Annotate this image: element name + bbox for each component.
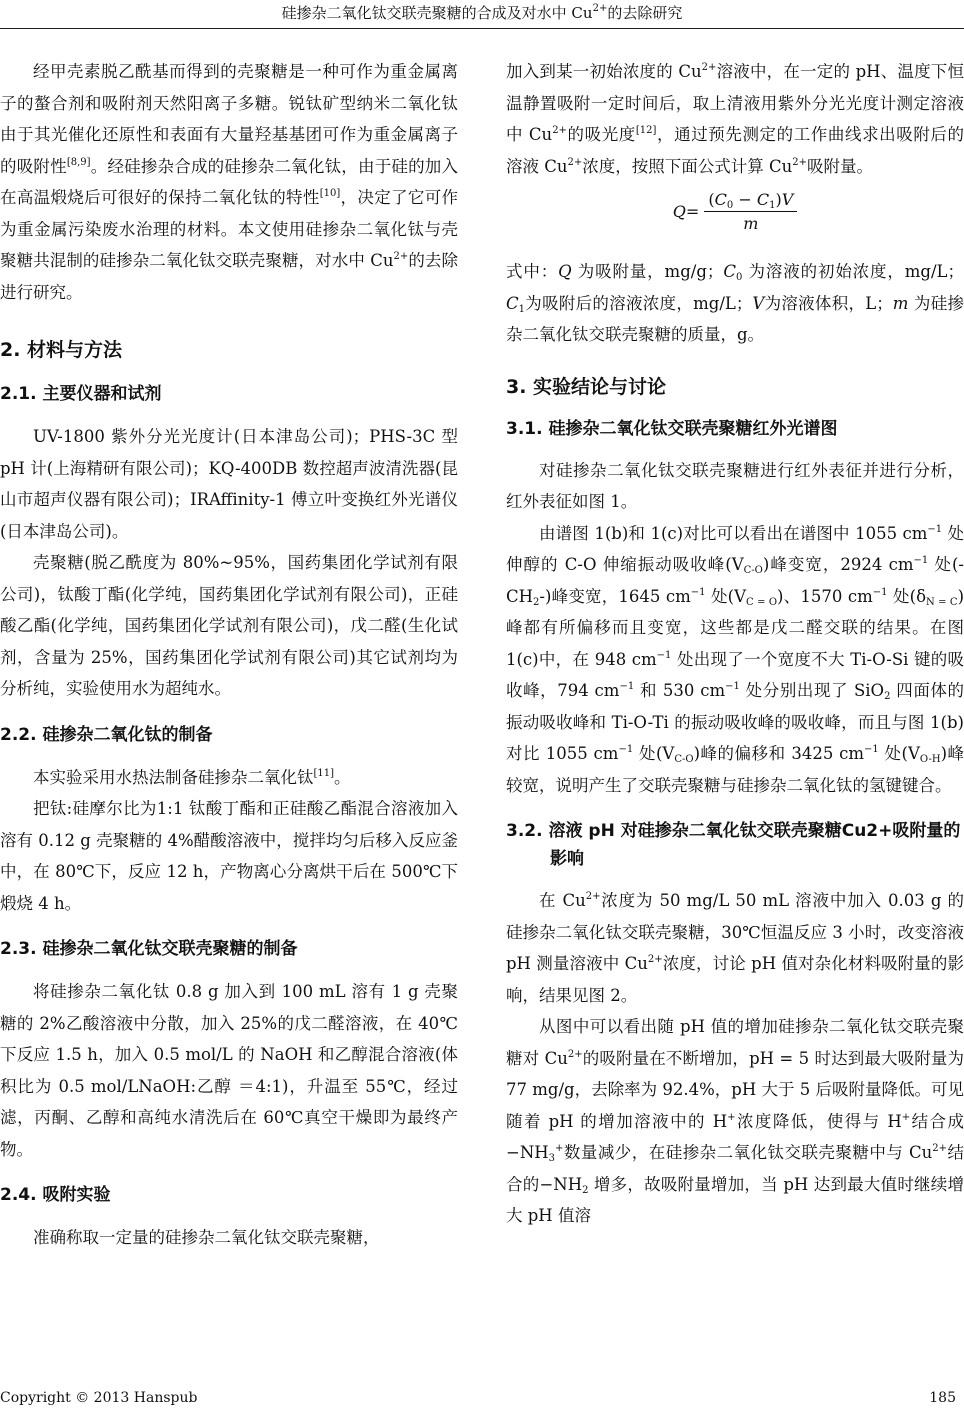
ir-intro-paragraph: 对硅掺杂二氧化钛交联壳聚糖进行红外表征并进行分析，红外表征如图 1。: [506, 460, 964, 511]
preparation-method-paragraph: 本实验采用水热法制备硅掺杂二氧化钛[11]。: [33, 767, 351, 787]
left-column: [0, 56, 458, 1254]
ph-discussion-paragraph: 从图中可以看出随 pH 值的增加硅掺杂二氧化钛交联壳聚糖对 $Cu^{2+}$的吸附量在不断增加，pH = 5 时达到最大吸附量为 77 mg/g，去除率为 92.4%，pH 大于 5 后吸附量降低。可见随着 pH 的增加溶液中的 H+浓度降低，使得与 H+结合成$-NH_3^+$数量减少，在硅掺杂二氧化钛交联壳聚糖中与 $Cu^{2+}$结合的$-NH_2$ 增多，故吸附量增加，当 pH 达到最大值时继续增大 pH 值溶: [506, 1017, 964, 1225]
formula-legend: 式中：Q 为吸附量，mg/g；$C_0$ 为溶液的初始浓度，mg/L；$C_1$为吸附后的溶液浓度，mg/L；V为溶液体积，L；m 为硅掺杂二氧化钛交联壳聚糖的质量，g。: [506, 262, 964, 344]
subsection-heading-3-2: 3.2. 溶液 pH 对硅掺杂二氧化钛交联壳聚糖Cu2+吸附量的影响: [506, 821, 961, 869]
header-rule: [0, 28, 964, 29]
adsorption-paragraph-continued: 加入到某一初始浓度的 $Cu^{2+}$溶液中，在一定的 pH、温度下恒温静置吸附一定时间后，取上清液用紫外分光光度计测定溶液中 $Cu^{2+}$的吸光度[12]，通过预先测定的工作曲线求出吸附后的溶液 $Cu^{2+}$浓度，按照下面公式计算 $Cu^{2+}$吸附量。: [506, 62, 964, 176]
subsection-heading-2-4: 2.4. 吸附实验: [0, 1185, 111, 1205]
section-heading-results: 3. 实验结论与讨论: [506, 375, 667, 398]
subsection-heading-2-1: 2.1. 主要仪器和试剂: [0, 384, 162, 404]
crosslinking-paragraph: 将硅掺杂二氧化钛 0.8 g 加入到 100 mL 溶有 1 g 壳聚糖的 2%乙酸溶液中分散，加入 25%的戊二醛溶液，在 40℃下反应 1.5 h，加入 0.5 mol/L 的 NaOH 和乙醇混合溶液(体积比为 0.5 mol/LNaOH:乙醇 ＝4:1)，升温至 55℃，经过滤，丙酮、乙醇和高纯水清洗后在 60℃真空干燥即为最终产物。: [0, 982, 458, 1159]
subsection-heading-3-1: 3.1. 硅掺杂二氧化钛交联壳聚糖红外光谱图: [506, 418, 838, 439]
preparation-steps-paragraph: 把钛:硅摩尔比为1:1 钛酸丁酯和正硅酸乙酯混合溶液加入溶有 0.12 g 壳聚糖的 4%醋酸溶液中，搅拌均匀后移入反应釜中，在 80℃下，反应 12 h，产物离心分离烘干后在 500℃下煅烧 4 h。: [0, 799, 458, 913]
instruments-paragraph: UV-1800 紫外分光光度计(日本津岛公司)；PHS-3C 型 pH 计(上海精研有限公司)；KQ-400DB 数控超声波清洗器(昆山市超声仪器有限公司)；IRAffinity-1 傅立叶变换红外光谱仪(日本津岛公司)。: [0, 427, 458, 541]
running-header: 硅掺杂二氧化钛交联壳聚糖的合成及对水中 $Cu^{2+}$的去除研究: [281, 3, 683, 22]
copyright-notice: Copyright © 2013 Hanspub: [0, 1390, 198, 1406]
adsorption-formula: Q= $\frac{(C_0 - C_1)V}{m}$: [506, 182, 964, 256]
reagents-paragraph: 壳聚糖(脱乙酰度为 80%~95%，国药集团化学试剂有限公司)，钛酸丁酯(化学纯，国药集团化学试剂有限公司)，正硅酸乙酯(化学纯，国药集团化学试剂有限公司)，戊二醛(生化试剂，含量为 25%，国药集团化学试剂有限公司)其它试剂均为分析纯，实验使用水为超纯水。: [0, 553, 458, 698]
right-column: [506, 56, 964, 1232]
ph-experiment-paragraph: 在 $Cu^{2+}$浓度为 50 mg/L 50 mL 溶液中加入 0.03 g 的硅掺杂二氧化钛交联壳聚糖，30℃恒温反应 3 小时，改变溶液 pH 测量溶液中 $Cu^{2+}$浓度，讨论 pH 值对杂化材料吸附量的影响，结果见图 2。: [506, 891, 964, 1005]
ir-analysis-paragraph: 由谱图 1(b)和 1(c)对比可以看出在谱图中 1055 $cm^{-1}$ 处伸醇的 C-O 伸缩振动吸收峰$(V_{C-O})$峰变宽，2924 $cm^{-1}$ 处$(-CH_2-)$峰变宽，1645 $cm^{-1}$ 处$(V_{C = O})$、1570 $cm^{-1}$ 处$(\delta_{N = C})$峰都有所偏移而且变宽，这些都是戊二醛交联的结果。在图 1(c)中，在 948 $cm^{-1}$ 处出现了一个宽度不大 Ti-O-Si 键的吸收峰，794 $cm^{-1}$ 和 530 $cm^{-1}$ 处分别出现了 SiO$_2$ 四面体的振动吸收峰和 Ti-O-Ti 的振动吸收峰的吸收峰，而且与图 1(b)对比 1055 $cm^{-1}$ 处$(V_{C-O})$峰的偏移和 3425 $cm^{-1}$ 处$(V_{O-H})$峰较宽，说明产生了交联壳聚糖与硅掺杂二氧化钛的氢键键合。: [506, 523, 964, 795]
intro-paragraph: 经甲壳素脱乙酰基而得到的壳聚糖是一种可作为重金属离子的螯合剂和吸附剂天然阳离子多糖。锐钛矿型纳米二氧化钛由于其光催化还原性和表面有大量羟基基团可作为重金属离子的吸附性[8,9]。经硅掺杂合成的硅掺杂二氧化钛，由于硅的加入在高温煅烧后可很好的保持二氧化钛的特性[10]，决定了它可作为重金属污染废水治理的材料。本文使用硅掺杂二氧化钛与壳聚糖共混制的硅掺杂二氧化钛交联壳聚糖，对水中 $Cu^{2+}$的去除进行研究。: [0, 62, 459, 302]
section-heading-materials-methods: 2. 材料与方法: [0, 339, 123, 361]
subsection-heading-2-3: 2.3. 硅掺杂二氧化钛交联壳聚糖的制备: [0, 939, 298, 959]
subsection-heading-2-2: 2.2. 硅掺杂二氧化钛的制备: [0, 724, 213, 745]
adsorption-paragraph-start: 准确称取一定量的硅掺杂二氧化钛交联壳聚糖，: [33, 1228, 380, 1247]
page-number: 185: [929, 1390, 956, 1406]
